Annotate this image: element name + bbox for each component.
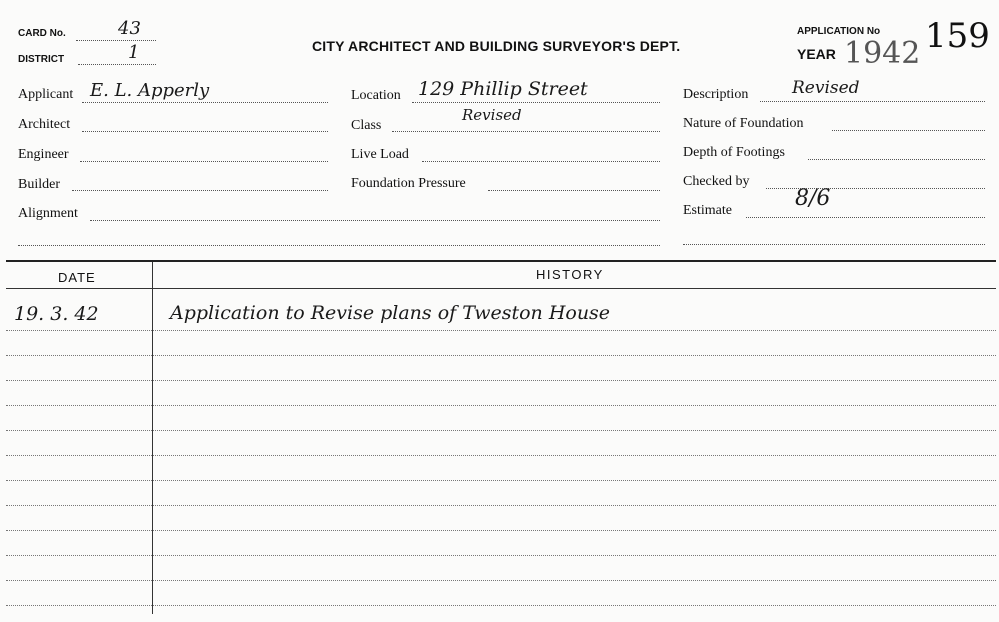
card-no-line <box>76 40 156 41</box>
district-value: 1 <box>128 42 140 63</box>
engineer-line <box>80 161 328 162</box>
ruled-line <box>6 330 996 331</box>
live-load-label: Live Load <box>351 147 409 162</box>
builder-line <box>72 190 328 191</box>
architect-label: Architect <box>18 117 71 132</box>
nature-of-foundation-line <box>832 130 985 131</box>
builder-label: Builder <box>18 177 60 192</box>
date-header: DATE <box>58 270 96 285</box>
application-no-label: APPLICATION No <box>797 26 881 37</box>
class-line <box>392 131 660 132</box>
description-value: Revised <box>792 78 860 98</box>
table-row-date: 19. 3. 42 <box>14 303 99 325</box>
table-row-history: Application to Revise plans of Tweston House <box>170 302 611 324</box>
table-header-rule <box>6 288 996 289</box>
blank-line-right <box>683 244 985 245</box>
description-line <box>760 101 985 102</box>
dept-title: CITY ARCHITECT AND BUILDING SURVEYOR'S DEPT. <box>312 38 681 54</box>
depth-of-footings-line <box>808 159 985 160</box>
foundation-pressure-label: Foundation Pressure <box>351 176 466 191</box>
engineer-label: Engineer <box>18 147 69 162</box>
nature-of-foundation-label: Nature of Foundation <box>683 116 804 131</box>
alignment-label: Alignment <box>18 206 78 221</box>
architect-line <box>82 131 328 132</box>
checked-by-label: Checked by <box>683 174 750 189</box>
estimate-label: Estimate <box>683 203 732 218</box>
year-label: YEAR <box>797 46 836 62</box>
year-value: 1942 <box>844 36 921 71</box>
ruled-line <box>6 455 996 456</box>
location-line <box>412 102 660 103</box>
class-value: Revised <box>462 106 522 124</box>
history-header: HISTORY <box>536 267 604 282</box>
ruled-line <box>6 530 996 531</box>
blank-line-left <box>18 245 660 246</box>
applicant-line <box>82 102 328 103</box>
ruled-line <box>6 605 996 606</box>
district-label: DISTRICT <box>18 54 65 65</box>
ruled-line <box>6 555 996 556</box>
applicant-label: Applicant <box>18 87 74 102</box>
depth-of-footings-label: Depth of Footings <box>683 145 785 160</box>
ruled-line <box>6 405 996 406</box>
location-value: 129 Phillip Street <box>418 78 588 100</box>
card-no-value: 43 <box>118 18 141 39</box>
foundation-pressure-line <box>488 190 660 191</box>
description-label: Description <box>683 87 749 102</box>
live-load-line <box>422 161 660 162</box>
card-no-label: CARD No. <box>18 28 66 39</box>
estimate-line <box>746 217 985 218</box>
ruled-line <box>6 580 996 581</box>
district-line <box>78 64 156 65</box>
applicant-value: E. L. Apperly <box>90 80 210 101</box>
class-label: Class <box>351 118 382 133</box>
table-top-rule <box>6 260 996 262</box>
ruled-line <box>6 355 996 356</box>
alignment-line <box>90 220 660 221</box>
ruled-line <box>6 480 996 481</box>
application-no-value: 159 <box>925 16 990 56</box>
ruled-line <box>6 380 996 381</box>
date-column-divider <box>152 262 153 614</box>
ruled-line <box>6 430 996 431</box>
estimate-value: 8/6 <box>795 186 831 211</box>
ruled-line <box>6 505 996 506</box>
location-label: Location <box>351 88 401 103</box>
